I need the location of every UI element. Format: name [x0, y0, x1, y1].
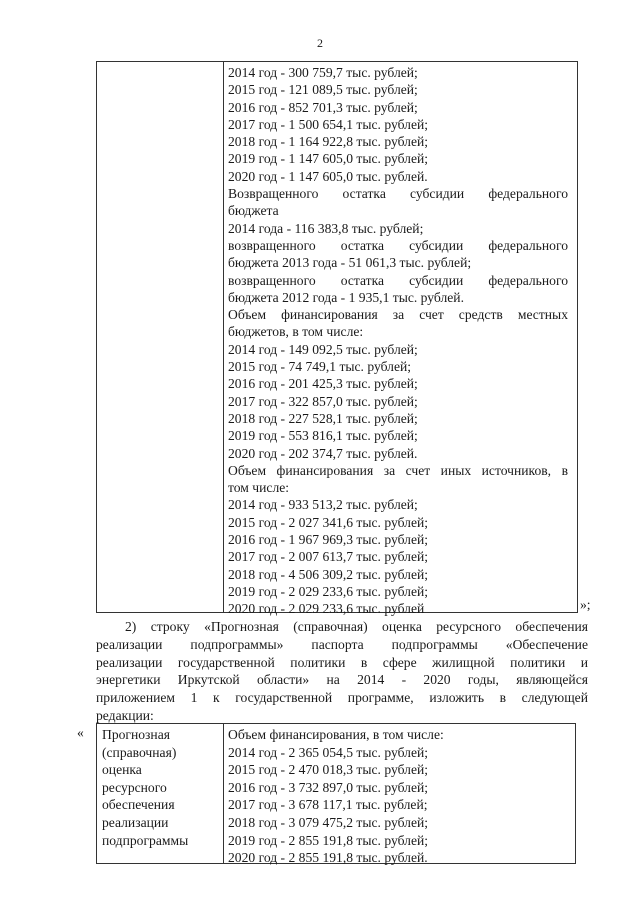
funding-line: 2018 год - 4 506 309,2 тыс. рублей;: [228, 566, 429, 582]
funding-cell: [228, 64, 568, 618]
funding-line: 2018 год - 227 528,1 тыс. рублей;: [228, 410, 418, 426]
funding-line: Объем финансирования за счет иных источников, в: [228, 462, 568, 478]
paragraph-line: приложением 1 к государственной программе, изложить в следующей: [96, 690, 588, 706]
paragraph-line: реализации подпрограммы» паспорта подпрограммы «Обеспечение: [96, 636, 588, 652]
funding-line: 2020 год - 202 374,7 тыс. рублей.: [228, 445, 418, 461]
row-header-line: Прогнозная: [102, 727, 170, 742]
funding-value-line: 2020 год - 2 855 191,8 тыс. рублей.: [228, 850, 428, 866]
funding-line: 2014 год - 300 759,7 тыс. рублей;: [228, 65, 418, 80]
funding-line: 2015 год - 74 749,1 тыс. рублей;: [228, 359, 412, 375]
funding-line: 2019 год - 553 816,1 тыс. рублей;: [228, 428, 418, 444]
page-number: 2: [317, 36, 323, 50]
funding-value-line: 2019 год - 2 855 191,8 тыс. рублей;: [228, 832, 429, 848]
paragraph-line: реализации государственной политики в сфере жилищной политики и: [96, 654, 588, 670]
funding-line: том числе:: [228, 480, 290, 496]
funding-line: 2020 год - 2 029 233,6 тыс. рублей: [228, 601, 425, 617]
funding-line: 2020 год - 1 147 605,0 тыс. рублей.: [228, 168, 428, 184]
funding-line: бюджета 2012 года - 1 935,1 тыс. рублей.: [228, 289, 464, 305]
closing-quote: »;: [580, 597, 591, 612]
funding-line: Возвращенного остатка субсидии федерального: [228, 186, 568, 202]
funding-line: 2018 год - 1 164 922,8 тыс. рублей;: [228, 134, 429, 150]
amendment-paragraph: [96, 618, 588, 725]
funding-line: 2014 год - 933 513,2 тыс. рублей;: [228, 497, 418, 513]
row-header-cell: [102, 726, 217, 849]
funding-line: 2014 год - 149 092,5 тыс. рублей;: [228, 341, 418, 357]
funding-line: 2016 год - 1 967 969,3 тыс. рублей;: [228, 532, 429, 548]
funding-value-line: 2018 год - 3 079 475,2 тыс. рублей;: [228, 814, 429, 830]
funding-line: Объем финансирования за счет средств местных: [228, 307, 568, 323]
funding-value-line: 2016 год - 3 732 897,0 тыс. рублей;: [228, 779, 429, 795]
funding-value-line: 2014 год - 2 365 054,5 тыс. рублей;: [228, 744, 429, 760]
row-header-line: обеспечения: [102, 797, 175, 813]
funding-line: 2017 год - 1 500 654,1 тыс. рублей;: [228, 116, 429, 132]
row-header-line: оценка: [102, 762, 142, 778]
funding-line: 2015 год - 121 089,5 тыс. рублей;: [228, 82, 418, 98]
funding-line: 2015 год - 2 027 341,6 тыс. рублей;: [228, 514, 429, 530]
funding-line: 2016 год - 201 425,3 тыс. рублей;: [228, 376, 418, 392]
funding-line: 2019 год - 1 147 605,0 тыс. рублей;: [228, 151, 429, 167]
funding-line: 2014 года - 116 383,8 тыс. рублей;: [228, 220, 424, 236]
paragraph-line: 2) строку «Прогнозная (справочная) оценка ресурсного обеспечения: [125, 619, 588, 634]
row-header-line: реализации: [102, 814, 169, 830]
funding-line: 2017 год - 2 007 613,7 тыс. рублей;: [228, 549, 429, 565]
row-header-line: подпрограммы: [102, 832, 189, 848]
opening-quote: «: [77, 725, 84, 740]
funding-line: 2019 год - 2 029 233,6 тыс. рублей;: [228, 583, 429, 599]
funding-value-line: 2017 год - 3 678 117,1 тыс. рублей;: [228, 797, 428, 813]
funding-values-cell: [228, 726, 568, 867]
paragraph-line: энергетики Иркутской области» на 2014 - 2020 годы, являющейся: [96, 672, 588, 688]
funding-line: бюджета 2013 года - 51 061,3 тыс. рублей;: [228, 255, 472, 271]
new-funding-table: [96, 723, 576, 864]
funding-line: 2017 год - 322 857,0 тыс. рублей;: [228, 393, 418, 409]
funding-value-line: 2015 год - 2 470 018,3 тыс. рублей;: [228, 762, 429, 778]
funding-line: бюджета: [228, 203, 279, 219]
funding-line: возвращенного остатка субсидии федерального: [228, 272, 568, 288]
paragraph-line: редакции:: [96, 707, 154, 723]
funding-line: 2016 год - 852 701,3 тыс. рублей;: [228, 99, 418, 115]
funding-value-line: Объем финансирования, в том числе:: [228, 727, 444, 742]
column-divider: [223, 62, 224, 612]
row-header-line: ресурсного: [102, 779, 167, 795]
funding-table-continued: [96, 61, 578, 617]
funding-line: возвращенного остатка субсидии федерального: [228, 237, 568, 253]
column-divider: [223, 724, 224, 863]
funding-line: бюджетов, в том числе:: [228, 324, 364, 340]
row-header-line: (справочная): [102, 744, 177, 760]
